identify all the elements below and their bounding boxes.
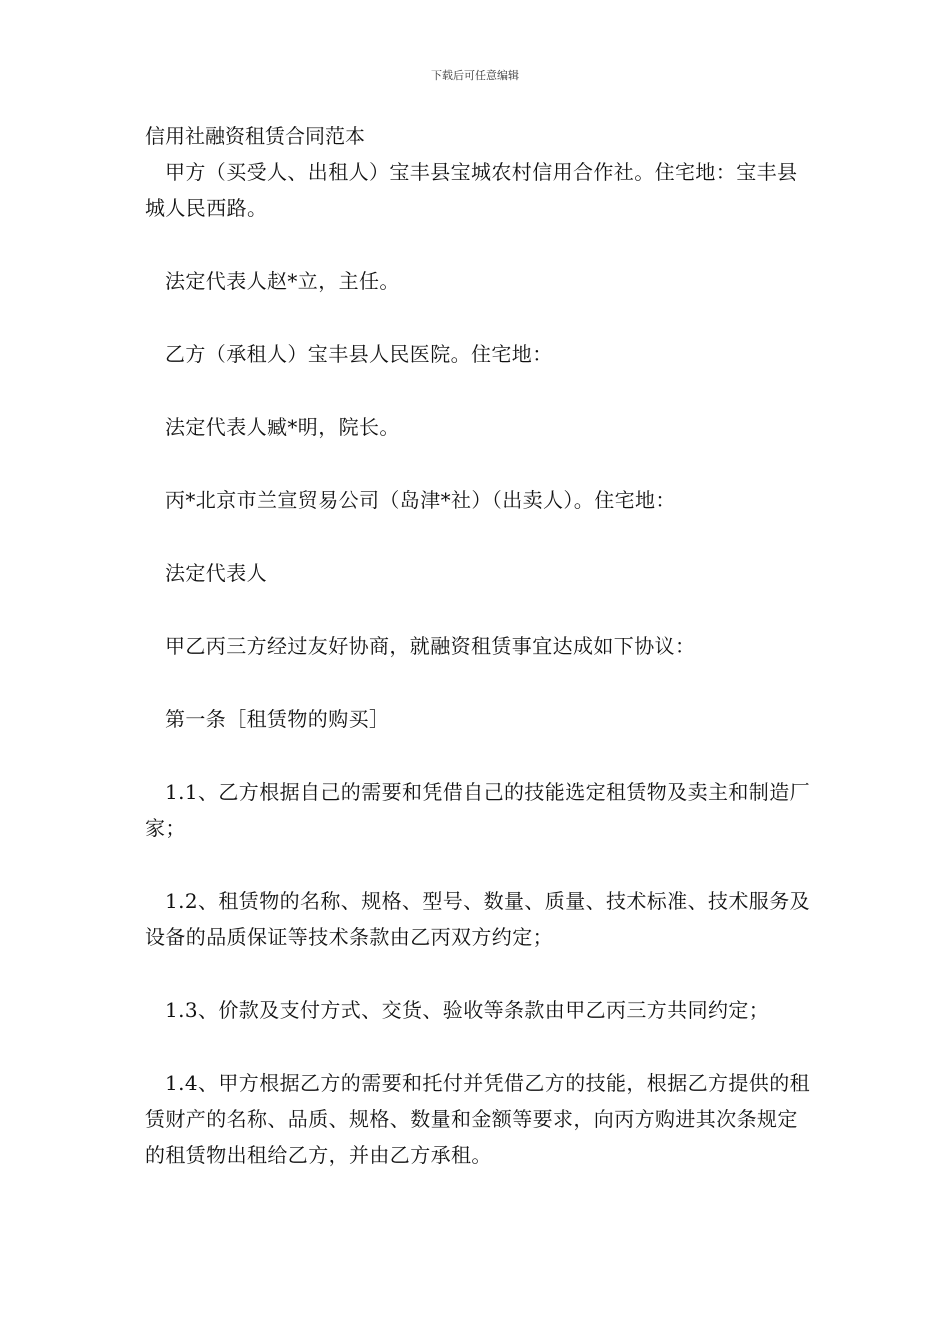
clause-1-1: 1.1、乙方根据自己的需要和凭借自己的技能选定租赁物及卖主和制造厂家； — [145, 780, 811, 840]
paragraph-party-c-representative: 法定代表人 — [165, 561, 267, 585]
paragraph-party-a-representative: 法定代表人赵*立，主任。 — [165, 269, 400, 293]
paragraph-party-b-representative: 法定代表人臧*明，院长。 — [165, 415, 400, 439]
clause-1-4: 1.4、甲方根据乙方的需要和托付并凭借乙方的技能，根据乙方提供的租赁财产的名称、品质、规格、数量和金额等要求，向丙方购进其次条规定的租赁物出租给乙方，并由乙方承租。 — [145, 1071, 811, 1167]
document-body — [145, 118, 810, 1173]
page-header-note: 下载后可任意编辑 — [431, 69, 519, 82]
clause-1-3: 1.3、价款及支付方式、交货、验收等条款由甲乙丙三方共同约定； — [165, 998, 770, 1022]
paragraph-party-c: 丙*北京市兰宣贸易公司（岛津*社）（出卖人）。住宅地： — [165, 488, 676, 512]
paragraph-party-b: 乙方（承租人）宝丰县人民医院。住宅地： — [165, 342, 553, 366]
paragraph-agreement-intro: 甲乙丙三方经过友好协商，就融资租赁事宜达成如下协议： — [165, 634, 696, 658]
article-1-heading: 第一条［租赁物的购买］ — [165, 707, 390, 731]
paragraph-party-a: 甲方（买受人、出租人）宝丰县宝城农村信用合作社。住宅地：宝丰县城人民西路。 — [145, 160, 798, 220]
clause-1-2: 1.2、租赁物的名称、规格、型号、数量、质量、技术标准、技术服务及设备的品质保证等技术条款由乙丙双方约定； — [145, 889, 811, 949]
document-title: 信用社融资租赁合同范本 — [145, 124, 365, 148]
